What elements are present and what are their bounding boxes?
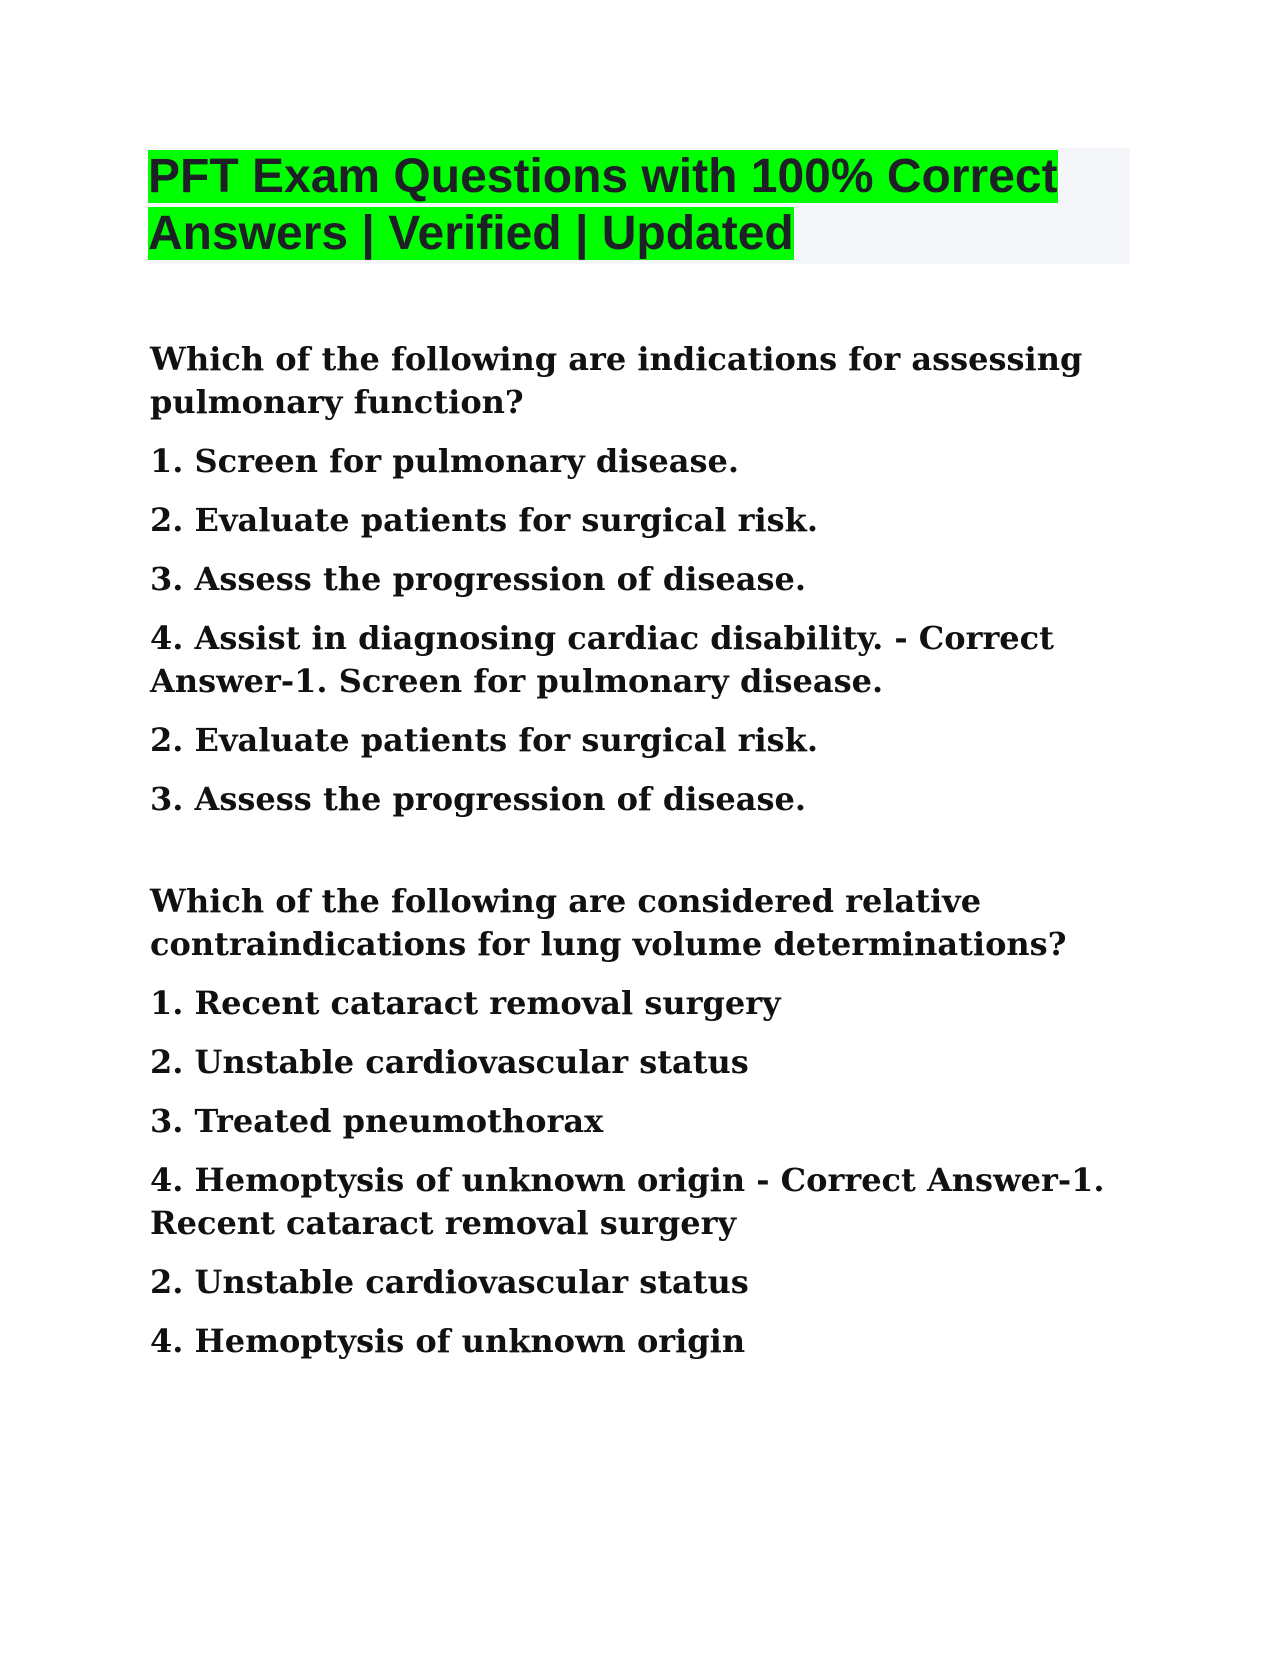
answer-line: 2. Evaluate patients for surgical risk.: [150, 721, 818, 759]
answer-line: 1. Screen for pulmonary disease.: [150, 442, 739, 480]
answer-line: 4. Hemoptysis of unknown origin - Correct Answer-1. Recent cataract removal surgery: [150, 1161, 1105, 1242]
title-line-2: Answers | Verified | Updated: [148, 207, 794, 260]
question-text: Which of the following are considered relative contraindications for lung volume determinations?: [150, 882, 1067, 963]
document-title-block: [148, 148, 1130, 264]
answer-line: 4. Assist in diagnosing cardiac disability. - Correct Answer-1. Screen for pulmonary disease.: [150, 619, 1054, 700]
question-block-2: [150, 880, 1140, 1363]
answer-line: 2. Evaluate patients for surgical risk.: [150, 501, 818, 539]
answer-line: 3. Assess the progression of disease.: [150, 560, 806, 598]
answer-line: 4. Hemoptysis of unknown origin: [150, 1322, 746, 1360]
document-title: [148, 148, 1130, 262]
answer-line: 3. Assess the progression of disease.: [150, 780, 806, 818]
answer-line: 1. Recent cataract removal surgery: [150, 984, 781, 1022]
question-text: Which of the following are indications for assessing pulmonary function?: [150, 340, 1083, 421]
title-line-1: PFT Exam Questions with 100% Correct: [148, 150, 1058, 203]
document-body: [150, 338, 1140, 1422]
answer-line: 3. Treated pneumothorax: [150, 1102, 604, 1140]
question-block-1: [150, 338, 1140, 821]
answer-line: 2. Unstable cardiovascular status: [150, 1043, 749, 1081]
answer-line: 2. Unstable cardiovascular status: [150, 1263, 749, 1301]
